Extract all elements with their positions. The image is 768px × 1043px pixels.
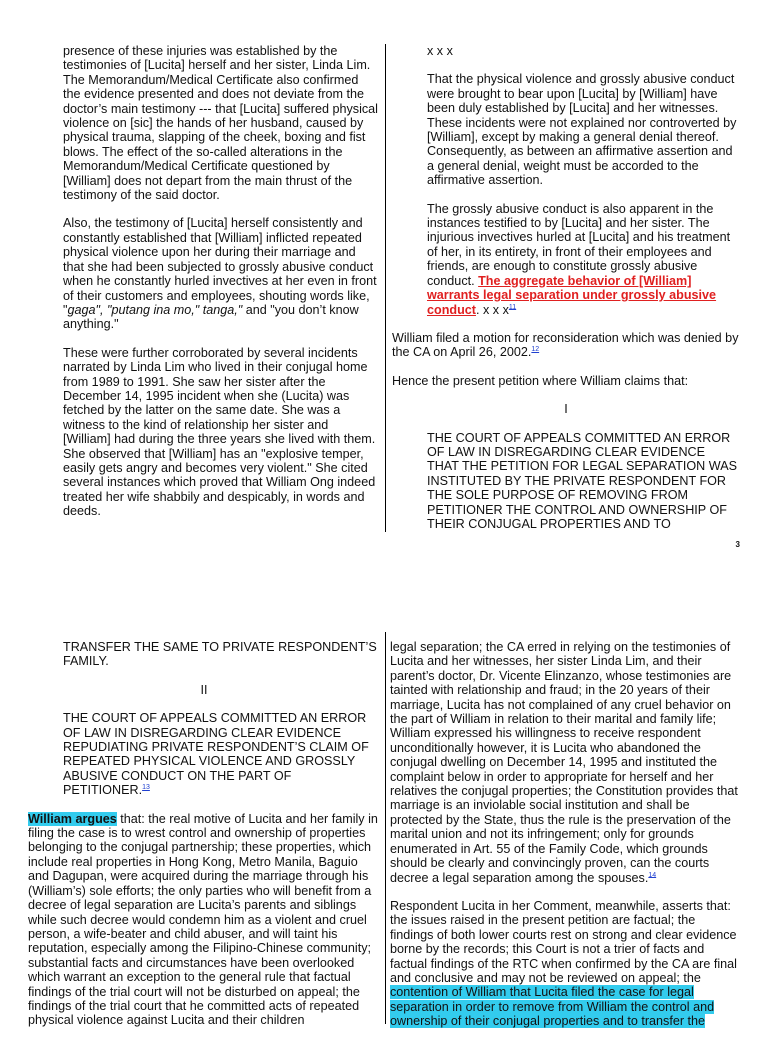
assigned-error-continued: TRANSFER THE SAME TO PRIVATE RESPONDENT’S FAMILY. bbox=[63, 640, 377, 669]
paragraph: These were further corroborated by several incidents narrated by Linda Lim who lived in their conjugal home from 1989 to 1991. She saw her sister after the December 14, 1995 incident when she (Lucita) was fetched by the latter on the same date. She was a witness to the kind of relationship her sister and [William] had during the three years she lived with them. She observed that [William] has an "explosive temper, easily gets angry and becomes very violent." She cited several instances which proved that William Ong indeed treated her wife shabbily and despicably, in words and deeds. bbox=[63, 345, 376, 519]
page-number: 3 bbox=[735, 540, 740, 549]
left-column bbox=[28, 640, 380, 1042]
paragraph: Hence the present petition where William claims that: bbox=[392, 373, 689, 388]
assigned-error: THE COURT OF APPEALS COMMITTED AN ERROR OF LAW IN DISREGARDING CLEAR EVIDENCE REPUDIATING PRIVATE RESPONDENT’S CLAIM OF REPEATED PHYSICAL VIOLENCE AND GROSSLY ABUSIVE CONDUCT ON THE PART OF PETITIONER.$^{13}$ bbox=[63, 711, 369, 798]
right-column bbox=[392, 44, 740, 545]
highlighted-text: William argues bbox=[28, 811, 117, 826]
column-divider bbox=[385, 44, 386, 532]
footnote-link[interactable]: 11 bbox=[508, 303, 517, 311]
highlighted-holding: The aggregate behavior of [William] warrants legal separation under grossly abusive conduct bbox=[427, 273, 717, 317]
quoted-paragraph: That the physical violence and grossly abusive conduct were brought to bear upon [Lucita] by [William] have been duly established by [Lucita] and her witnesses. These incidents were not explained nor controverted by [William], except by making a general denial thereof. Consequently, as between an affirmative assertion and a general denial, weight must be accorded to the affirmative assertion. bbox=[427, 72, 737, 188]
quoted-paragraph: The grossly abusive conduct is also apparent in the instances testified to by [Lucita] and her sister. The injurious invectives hurled at [Lucita] and his treatment of her, in its entirety, in front of their employees and friends, are enough to constitute grossly abusive conduct. The aggregate behavior of [William] warrants legal separation under grossly abusive conduct. x x $x^{11}$ bbox=[427, 201, 731, 317]
paragraph: William filed a motion for reconsideration which was denied by the CA on April 26, 2002.12 bbox=[392, 330, 739, 360]
paragraph: legal separation; the CA erred in relying on the testimonies of Lucita and her witnesses, her sister Linda Lim, and their parent’s doctor, Dr. Vicente Elinzanzo, whose testimonies are tainted with relationship and fraud; in the 20 years of their marriage, Lucita has not complained of any cruel behavior on the part of William in relation to their marital and family life; William expressed his willingness to receive respondent unconditionally however, it is Lucita who abandoned the conjugal dwelling on December 14, 1995 and instituted the complaint below in order to appropriate for herself and her relatives the conjugal properties; the Constitution provides that marriage is an inviolable social institution and shall be protected by the State, thus the rule is the preservation of the marital union and not its infringement; only for grounds enumerated in Art. 55 of the Family Code, which grounds should be clearly and convincingly proven, can the courts decree a legal separation among the spouses.$^{14}$ bbox=[390, 640, 738, 885]
left-column bbox=[63, 44, 379, 533]
paragraph: Also, the testimony of [Lucita] herself consistently and constantly established that [William] inflicted repeated physical violence upon her during their marriage and that she had been subjected to grossly abusive conduct when he constantly hurled invectives at her even in front of their customers and employees, shouting words like, "gaga", "putang ina mo," tanga," and "you don’t know anything." bbox=[63, 216, 377, 332]
highlighted-text: contention of William that Lucita filed the case for legal separation in order to remove from William the control and ownership of their conjugal properties and to transfer the bbox=[390, 985, 715, 1029]
paragraph: presence of these injuries was established by the testimonies of [Lucita] herself and her sister, Linda Lim. The Memorandum/Medical Certificate also confirmed the evidence presented and does not deviate from the doctor’s main testimony --- that [Lucita] suffered physical violence on [sic] the hands of her husband, caused by physical trauma, slapping of the cheek, boxing and fist blows. The effect of the so-called alterations in the Memorandum/Medical Certificate questioned by [William] does not depart from the main thrust of the testimony of the said doctor. bbox=[63, 44, 378, 203]
footnote-link[interactable]: 14 bbox=[648, 871, 657, 879]
footnote-link[interactable]: 13 bbox=[142, 784, 150, 792]
assigned-error: THE COURT OF APPEALS COMMITTED AN ERROR OF LAW IN DISREGARDING CLEAR EVIDENCE THAT THE PETITION FOR LEGAL SEPARATION WAS INSTITUTED BY THE PRIVATE RESPONDENT FOR THE SOLE PURPOSE OF REMOVING FROM PETITIONER THE CONTROL AND OWNERSHIP OF THEIR CONJUGAL PROPERTIES AND TO bbox=[427, 430, 737, 531]
column-divider bbox=[385, 632, 386, 1024]
paragraph: William argues that: the real motive of Lucita and her family in filing the case is to wrest control and ownership of properties belonging to the conjugal partnership; these properties, which include real properties in Hong Kong, Metro Manila, Baguio and Dagupan, were acquired during the marriage through his (William’s) sole efforts; the only parties who will benefit from a decree of legal separation are Lucita’s parents and siblings while such decree would condemn him as a violent and cruel person, a wife-beater and child abuser, and will taint his reputation, especially among the Filipino-Chinese community; substantial facts and circumstances have been overlooked which warrant an exception to the general rule that factual findings of the trial court will not be disturbed on appeal; the findings of the trial court that he committed acts of repeated physical violence against Lucita and their children bbox=[28, 811, 378, 1028]
ellipsis-marker: x x x bbox=[427, 44, 453, 58]
right-column bbox=[390, 640, 740, 1043]
paragraph: Respondent Lucita in her Comment, meanwhile, asserts that: the issues raised in the present petition are factual; the findings of both lower courts rest on strong and clear evidence borne by the records; this Court is not a trier of facts and factual findings of the RTC when confirmed by the CA are final and conclusive and may not be reviewed on appeal; the contention of William that Lucita filed the case for legal separation in order to remove from William the control and ownership of their conjugal properties and to transfer the bbox=[390, 898, 737, 1029]
roman-numeral-heading: II bbox=[200, 682, 208, 697]
footnote-link[interactable]: 12 bbox=[531, 346, 540, 354]
roman-numeral-heading: I bbox=[564, 402, 568, 417]
page-4 bbox=[0, 630, 768, 1029]
